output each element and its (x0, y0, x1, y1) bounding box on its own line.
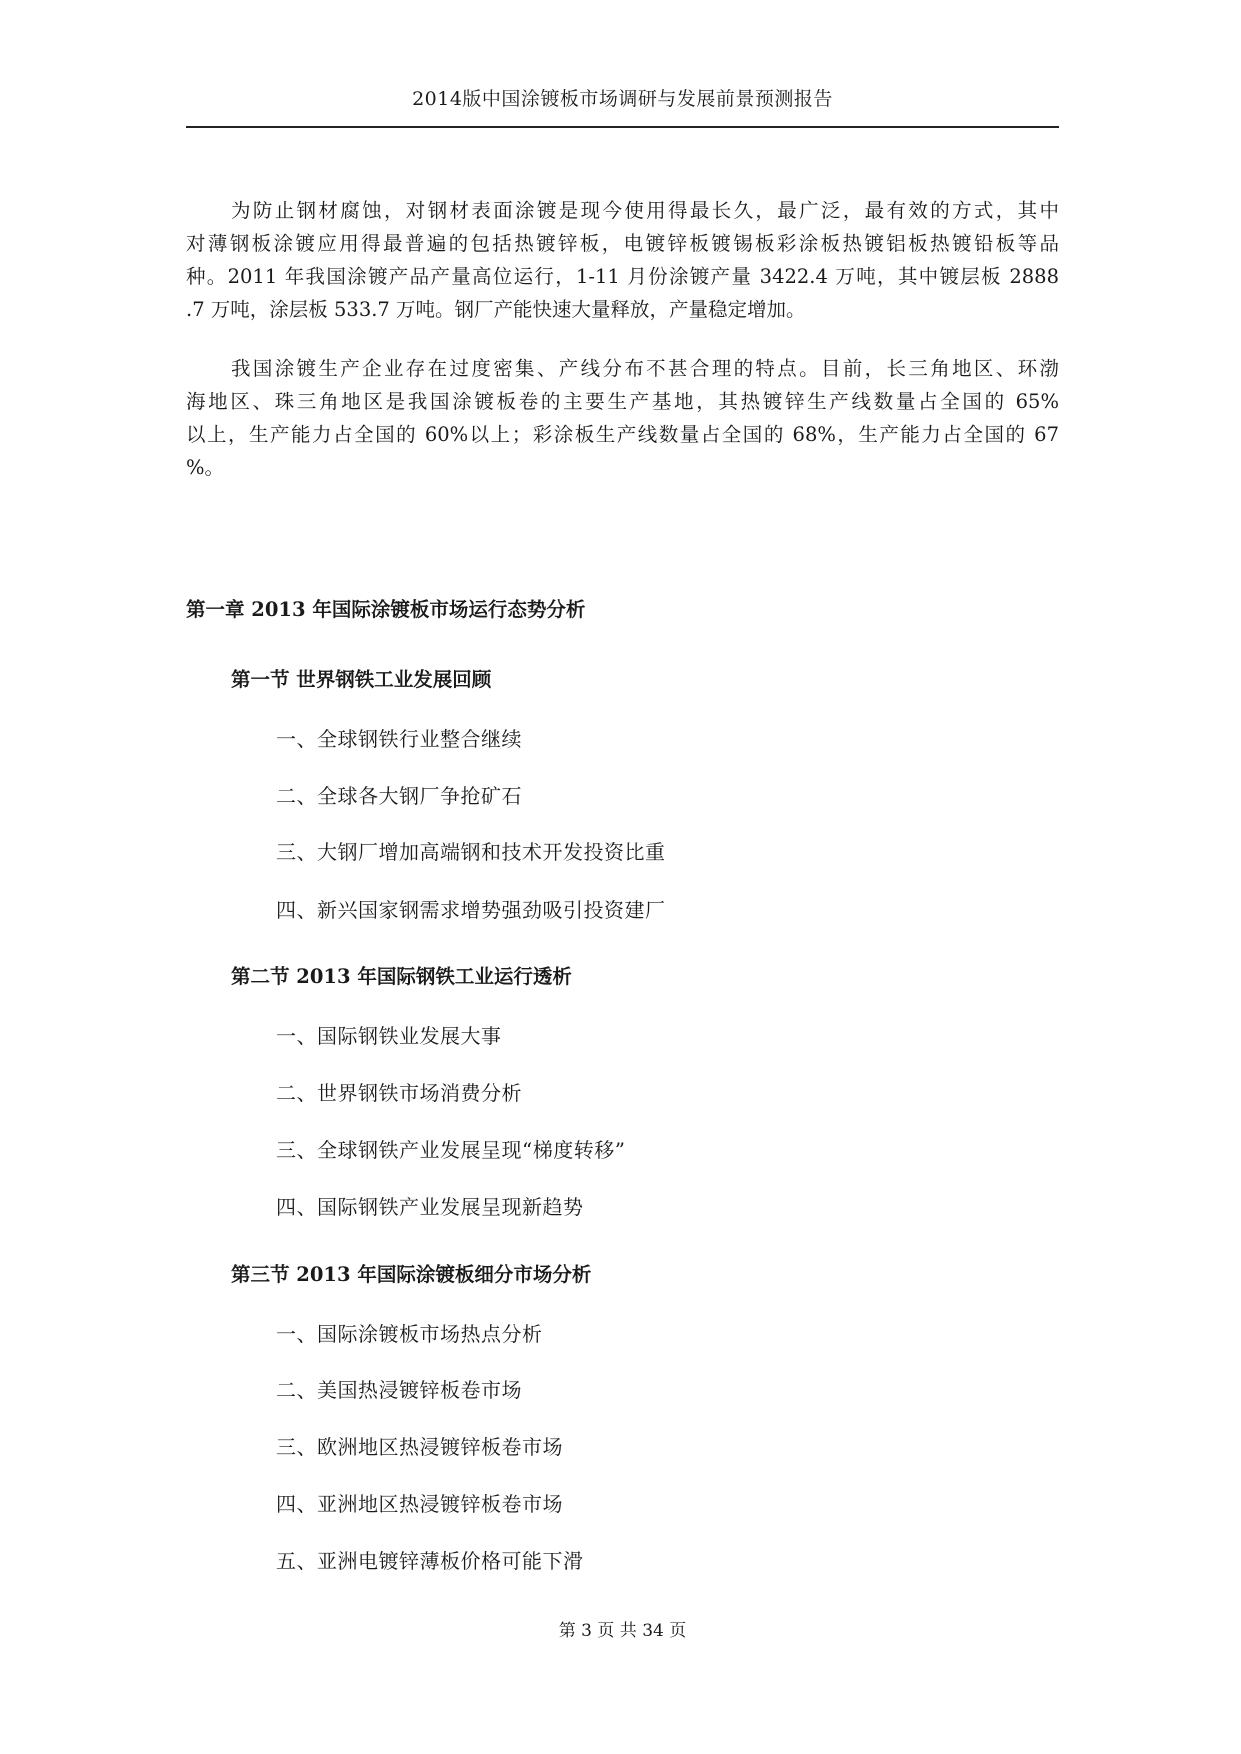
section-heading: 第二节 2013 年国际钢铁工业运行透析 (231, 965, 572, 988)
intro-paragraph-2 (186, 352, 1059, 484)
section-heading: 第三节 2013 年国际涂镀板细分市场分析 (231, 1263, 592, 1286)
toc-item: 一、国际钢铁业发展大事 (276, 1024, 502, 1048)
section-heading: 第一节 世界钢铁工业发展回顾 (231, 668, 492, 691)
toc-item: 二、全球各大钢厂争抢矿石 (276, 784, 522, 808)
toc-item: 四、国际钢铁产业发展呈现新趋势 (276, 1195, 584, 1219)
paragraph-line: 我国涂镀生产企业存在过度密集、产线分布不甚合理的特点。目前，长三角地区、环渤 (231, 357, 1059, 380)
intro-paragraph-1 (186, 194, 1059, 326)
header-rule (186, 126, 1059, 128)
paragraph-line: 种。2011 年我国涂镀产品产量高位运行，1-11 月份涂镀产量 3422.4 万吨，其中镀层板 2888 (186, 265, 1059, 288)
paragraph-line: 对薄钢板涂镀应用得最普遍的包括热镀锌板，电镀锌板镀锡板彩涂板热镀铝板热镀铅板等品 (186, 232, 1059, 255)
paragraph-line: 为防止钢材腐蚀，对钢材表面涂镀是现今使用得最长久，最广泛，最有效的方式，其中 (231, 199, 1059, 222)
paragraph-line: %。 (186, 456, 225, 479)
page-number: 第 3 页 共 34 页 (558, 1621, 687, 1641)
toc-item: 五、亚洲电镀锌薄板价格可能下滑 (276, 1549, 584, 1573)
page-header-title: 2014版中国涂镀板市场调研与发展前景预测报告 (412, 88, 833, 110)
paragraph-line: 以上，生产能力占全国的 60%以上；彩涂板生产线数量占全国的 68%，生产能力占全国的 67 (186, 423, 1059, 446)
chapter-heading: 第一章 2013 年国际涂镀板市场运行态势分析 (186, 598, 586, 621)
toc-item: 四、新兴国家钢需求增势强劲吸引投资建厂 (276, 898, 666, 922)
toc-item: 二、美国热浸镀锌板卷市场 (276, 1378, 522, 1402)
toc-item: 一、国际涂镀板市场热点分析 (276, 1322, 543, 1346)
paragraph-line: 海地区、珠三角地区是我国涂镀板卷的主要生产基地，其热镀锌生产线数量占全国的 65% (186, 390, 1059, 413)
toc-item: 二、世界钢铁市场消费分析 (276, 1081, 522, 1105)
toc-item: 三、全球钢铁产业发展呈现“梯度转移” (276, 1138, 626, 1162)
toc-item: 四、亚洲地区热浸镀锌板卷市场 (276, 1492, 563, 1516)
toc-item: 三、欧洲地区热浸镀锌板卷市场 (276, 1435, 563, 1459)
toc-item: 一、全球钢铁行业整合继续 (276, 727, 522, 751)
paragraph-line: .7 万吨，涂层板 533.7 万吨。钢厂产能快速大量释放，产量稳定增加。 (186, 298, 806, 321)
toc-item: 三、大钢厂增加高端钢和技术开发投资比重 (276, 840, 666, 864)
